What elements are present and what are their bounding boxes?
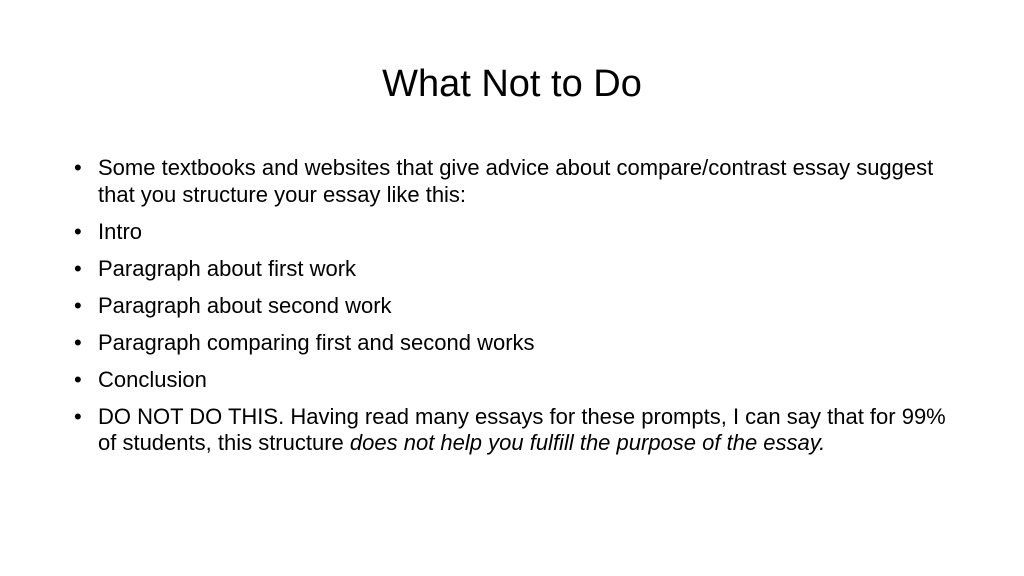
bullet-dot-icon: •: [74, 218, 82, 244]
bullet-text: Intro: [98, 218, 143, 244]
slide-title: What Not to Do: [382, 63, 642, 105]
bullet-item: [74, 155, 964, 208]
bullet-dot-icon: •: [74, 329, 82, 355]
bullet-text: Some textbooks and websites that give advice about compare/contrast essay suggest that you structure your essay like this:: [98, 155, 934, 207]
bullet-text: [98, 404, 946, 456]
bullet-item: [74, 367, 964, 394]
bullet-item: [74, 256, 964, 283]
bullet-dot-icon: •: [74, 292, 82, 318]
bullet-item: [74, 404, 964, 457]
bullet-dot-icon: •: [74, 403, 82, 429]
bullet-text: Paragraph about first work: [98, 255, 357, 281]
bullet-text: Paragraph comparing first and second works: [98, 329, 535, 355]
bullet-dot-icon: •: [74, 155, 82, 180]
bullet-text-emphasis: does not help you fulfill the purpose of the essay.: [349, 430, 826, 455]
bullet-item: [74, 330, 964, 357]
bullet-text: Conclusion: [98, 366, 207, 392]
bullet-text: Paragraph about second work: [98, 292, 392, 318]
bullet-item: [74, 219, 964, 246]
bullet-dot-icon: •: [74, 366, 82, 392]
bullet-text-plain: DO NOT DO THIS. Having read many essays for these prompts, I can say that for 99% of students, this structure: [98, 403, 946, 455]
bullet-item: [74, 293, 964, 320]
bullet-list: [74, 155, 964, 467]
bullet-dot-icon: •: [74, 255, 82, 281]
